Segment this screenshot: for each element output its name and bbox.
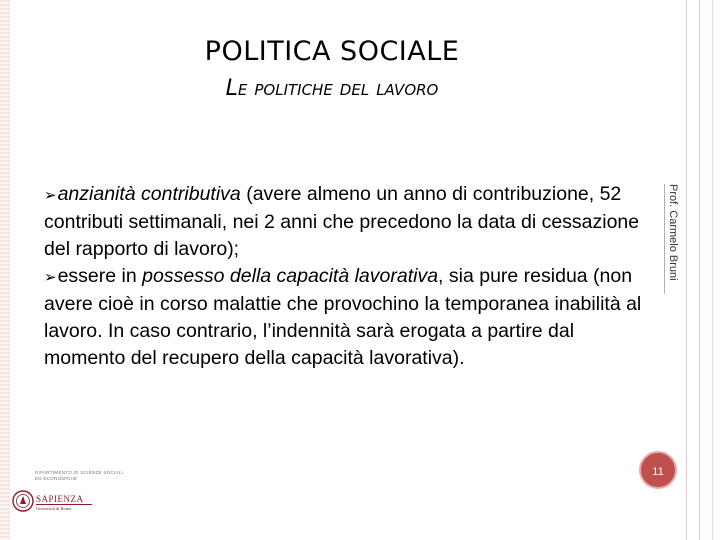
arrow-bullet-icon: ➢: [44, 186, 57, 204]
university-name: SAPIENZA: [36, 494, 84, 504]
university-subtitle: Università di Roma: [36, 506, 72, 511]
page-number-badge: 11: [639, 451, 677, 489]
sapienza-seal-icon: [12, 490, 34, 512]
university-logo: [10, 464, 130, 534]
slide-title: POLITICA SOCIALE: [204, 36, 460, 67]
bullet-text: , sia pure residua (non avere cioè in corso malattie che provochino la temporanea inabilità al lavoro. In caso contrario, l’indennità sarà erogata a partire dal momento del recupero della capacità lavorativa).: [44, 265, 642, 369]
bullet-term: anzianità contributiva: [57, 183, 241, 205]
right-frame-line: [699, 0, 700, 540]
arrow-bullet-icon: ➢: [44, 268, 57, 286]
slide-body: [44, 181, 654, 372]
bullet-term: possesso della capacità lavorativa: [142, 265, 439, 287]
author-sidebar: [664, 184, 685, 294]
logo-divider: [36, 504, 92, 505]
bullet-item: [44, 263, 654, 372]
department-name: DIPARTIMENTO DI SCIENZE SOCIALI ED ECONOMICHE: [35, 470, 124, 481]
bullet-item: [44, 181, 654, 263]
slide-subtitle: Le politiche del lavoro: [225, 76, 439, 101]
right-frame-line: [712, 0, 713, 540]
author-label: Prof. Carmelo Bruni: [667, 184, 679, 281]
right-frame-line: [686, 0, 687, 540]
bullet-text-pre: essere in: [57, 265, 143, 287]
bullet-text: (avere almeno un anno di contribuzione, 52 contributi settimanali, nei 2 anni che precedono la data di cessazione del rapporto di lavoro);: [44, 183, 640, 260]
